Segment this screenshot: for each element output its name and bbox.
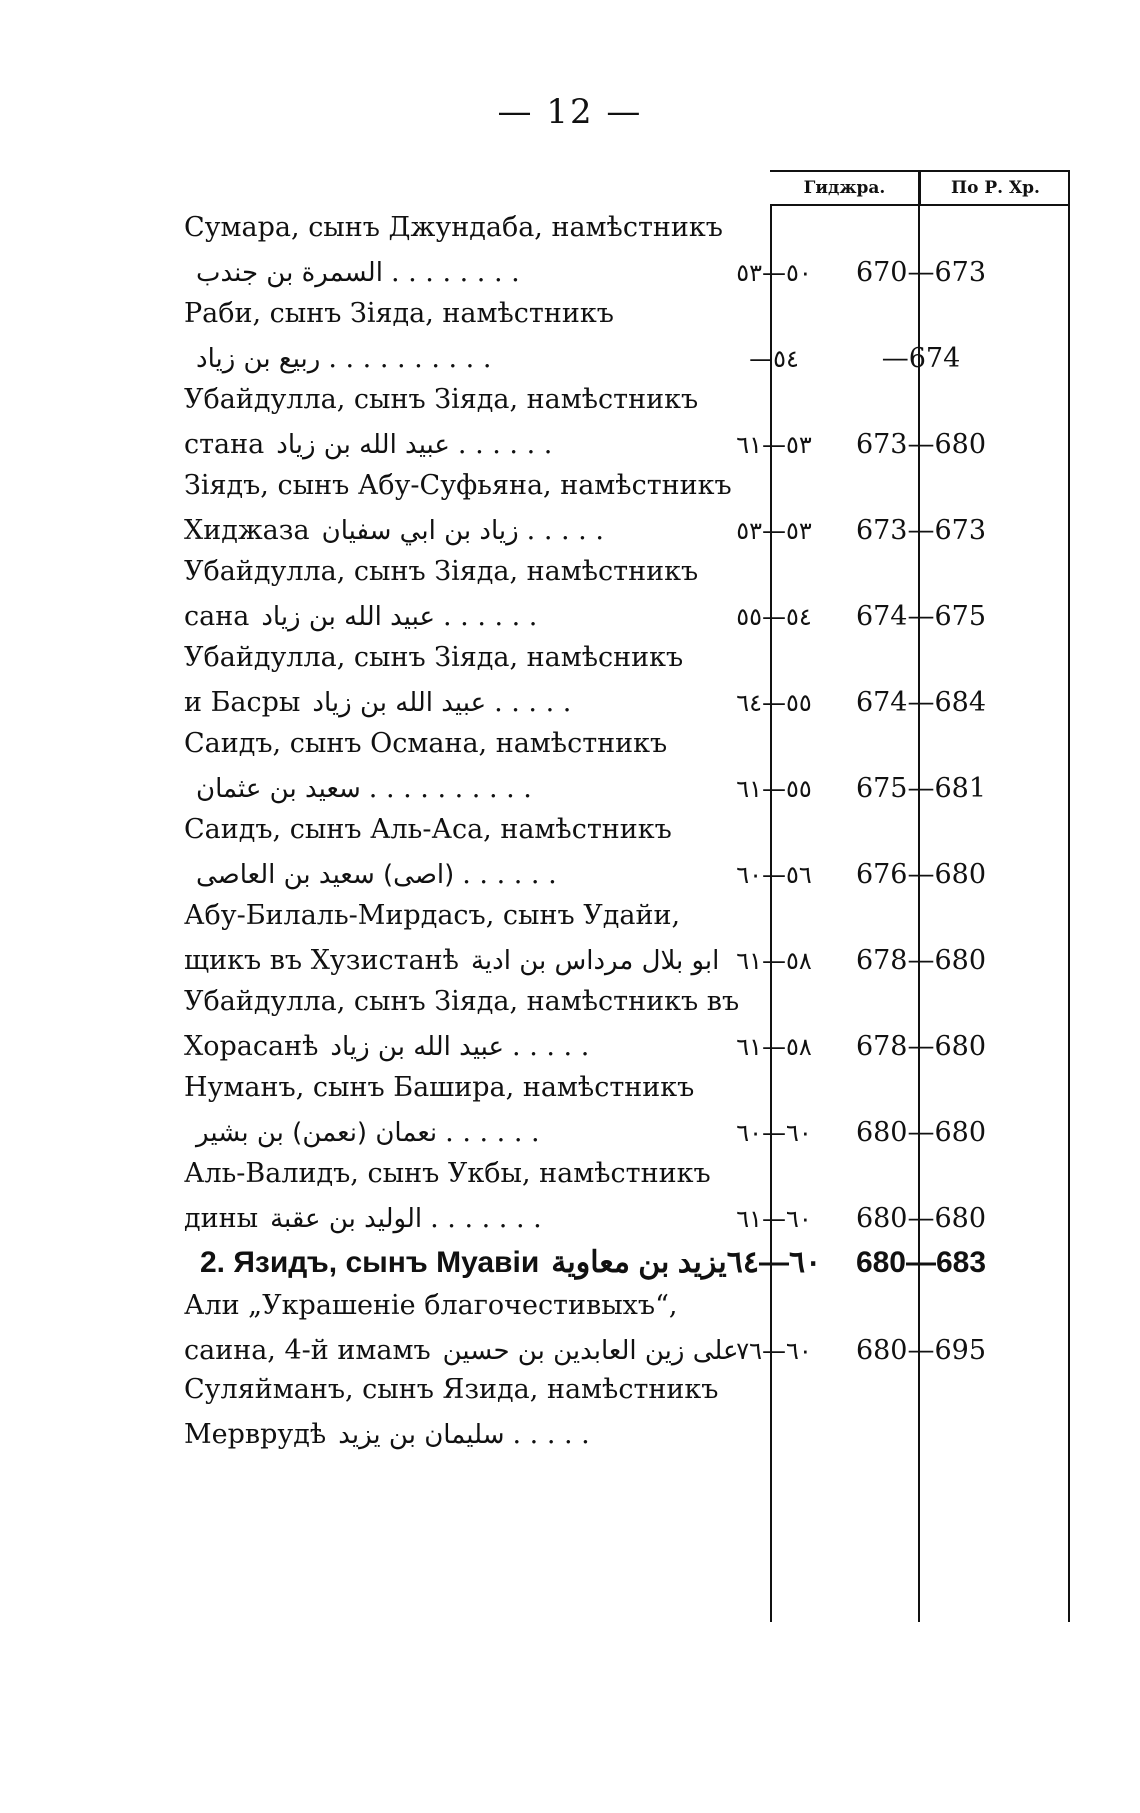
entry-text: Нуманъ, сынъ Башира, намѣстникъ [184, 1072, 695, 1103]
arabic-name: عبيد الله بن زياد [330, 1032, 505, 1062]
entry-text: Аль-Валидъ, сынъ Укбы, намѣстникъ [184, 1158, 711, 1189]
list-item [184, 636, 1140, 728]
entry-text: Сумара, сынъ Джундаба, намѣстникъ [184, 212, 723, 243]
hijra-years: ٥٠—٥٣ [736, 259, 812, 287]
entry-text: Убайдулла, сынъ Зіяда, намѣстникъ [184, 384, 699, 415]
leader-dots: . . . . . . . . . . [328, 343, 492, 374]
ruler-ad: 680—683 [855, 1246, 987, 1279]
hijra-years: ٥٤—٥٥ [736, 603, 812, 631]
ad-years: 673—680 [855, 429, 987, 460]
ad-years: 675—681 [855, 773, 987, 804]
arabic-name: نعمان (نعمن) بن بشير [196, 1118, 438, 1148]
ad-years: 678—680 [855, 1031, 987, 1062]
list-item [184, 894, 1140, 986]
table-header [770, 170, 1070, 206]
list-item [184, 722, 1140, 814]
ad-years: 674—684 [855, 687, 987, 718]
entry-text: Али „Украшеніе благочестивыхъ“, [184, 1290, 678, 1321]
entry-text-continued: Хиджаза [184, 515, 310, 546]
header-ad: По Р. Хр. [951, 178, 1040, 198]
entry-text-continued: дины [184, 1203, 259, 1234]
ruler-name: 2. Язидъ, сынъ Муавіи [200, 1246, 540, 1279]
entry-text: Убайдулла, сынъ Зіяда, намѣстникъ [184, 556, 699, 587]
leader-dots: . . . . . [512, 1419, 590, 1450]
arabic-name: سعيد بن عثمان [196, 774, 361, 804]
entry-text: Убайдулла, сынъ Зіяда, намѣсникъ [184, 642, 684, 673]
arabic-name: زياد بن ابي سفيان [321, 516, 519, 546]
leader-dots: . . . . . . [442, 601, 538, 632]
hijra-years: ٥٨—٦١ [736, 947, 812, 975]
entry-text: Саидъ, сынъ Аль-Аса, намѣстникъ [184, 814, 672, 845]
arabic-name: الوليد بن عقبة [270, 1204, 423, 1234]
entry-text: Суляйманъ, сынъ Язида, намѣстникъ [184, 1374, 719, 1405]
hijra-years: —٥٤ [749, 345, 799, 373]
entry-text-continued: стана [184, 429, 265, 460]
page-number: — 12 — [497, 92, 643, 132]
entry-text: Раби, сынъ Зіяда, намѣстникъ [184, 298, 614, 329]
entry-text-continued: Хорасанѣ [184, 1031, 319, 1062]
arabic-name: ربيع بن زياد [196, 344, 321, 374]
arabic-name: عبيد الله بن زياد [276, 430, 450, 460]
list-item [184, 1284, 1140, 1376]
list-item [184, 378, 1140, 470]
leader-dots: . . . . . [526, 515, 604, 546]
entry-text: Саидъ, сынъ Османа, намѣстникъ [184, 728, 668, 759]
list-item [184, 550, 1140, 642]
header-hijra: Гиджра. [770, 172, 921, 204]
entry-text-continued: саина, 4-й имамъ [184, 1335, 431, 1366]
ruler-hijra: ٦٠—٦٤ [726, 1246, 822, 1279]
ad-years: 680—680 [855, 1117, 987, 1148]
arabic-name: عبيد الله بن زياد [261, 602, 435, 632]
leader-dots: . . . . . [512, 1031, 590, 1062]
entry-text-continued: щикъ въ Хузистанѣ [184, 945, 459, 976]
arabic-name: ابو بلال مرداس بن ادية [470, 946, 720, 976]
list-item [184, 292, 1140, 384]
hijra-years: ٥٥—٦١ [736, 775, 812, 803]
entry-text-continued: и Басры [184, 687, 301, 718]
leader-dots: . . . . . . . [430, 1203, 542, 1234]
leader-dots: . . . . . [494, 687, 572, 718]
hijra-years: ٥٥—٦٤ [736, 689, 812, 717]
list-item [184, 1368, 1140, 1460]
entry-text: Убайдулла, сынъ Зіяда, намѣстникъ въ [184, 986, 740, 1017]
arabic-name: السمرة بن جندب [196, 258, 383, 288]
ad-years: —674 [881, 343, 961, 374]
leader-dots: . . . . . . . . [390, 257, 520, 288]
list-item [184, 980, 1140, 1072]
ad-years: 674—675 [855, 601, 987, 632]
hijra-years: ٦٠—٦١ [736, 1205, 812, 1233]
hijra-years: ٦٠—٧٦ [736, 1337, 812, 1365]
hijra-years: ٥٦—٦٠ [736, 861, 812, 889]
entry-text-continued: Мерврудѣ [184, 1419, 327, 1450]
ad-years: 676—680 [855, 859, 987, 890]
list-item [184, 808, 1140, 900]
entry-text: Абу-Билаль-Мирдасъ, сынъ Удайи, [184, 900, 681, 931]
list-item [184, 206, 1140, 298]
ad-years: 673—673 [855, 515, 987, 546]
arabic-name: (اصى) سعيد بن العاصى [196, 860, 455, 890]
list-item [184, 1152, 1140, 1244]
leader-dots: . . . . . . [445, 1117, 540, 1148]
ad-years: 678—680 [855, 945, 987, 976]
list-item [184, 1066, 1140, 1158]
ad-years: 670—673 [855, 257, 987, 288]
hijra-years: ٥٣—٦١ [736, 431, 812, 459]
list-item [184, 464, 1140, 556]
ad-years: 680—695 [855, 1335, 987, 1366]
ruler-arabic: يزيد بن معاوية [551, 1246, 727, 1279]
leader-dots: . . . . . . [457, 429, 553, 460]
leader-dots: . . . . . . [462, 859, 557, 890]
entry-text-continued: сана [184, 601, 250, 632]
arabic-name: عبيد الله بن زياد [312, 688, 487, 718]
arabic-name: على زين العابدين بن حسين [442, 1336, 739, 1366]
hijra-years: ٥٣—٥٣ [736, 517, 812, 545]
arabic-name: سليمان بن يزيد [338, 1420, 505, 1450]
hijra-years: ٥٨—٦١ [736, 1033, 812, 1061]
ruler-row [200, 1240, 1140, 1284]
entry-text: Зіядъ, сынъ Абу-Суфьяна, намѣстникъ [184, 470, 732, 501]
ad-years: 680—680 [855, 1203, 987, 1234]
leader-dots: . . . . . . . . . . [368, 773, 532, 804]
hijra-years: ٦٠—٦٠ [736, 1119, 812, 1147]
